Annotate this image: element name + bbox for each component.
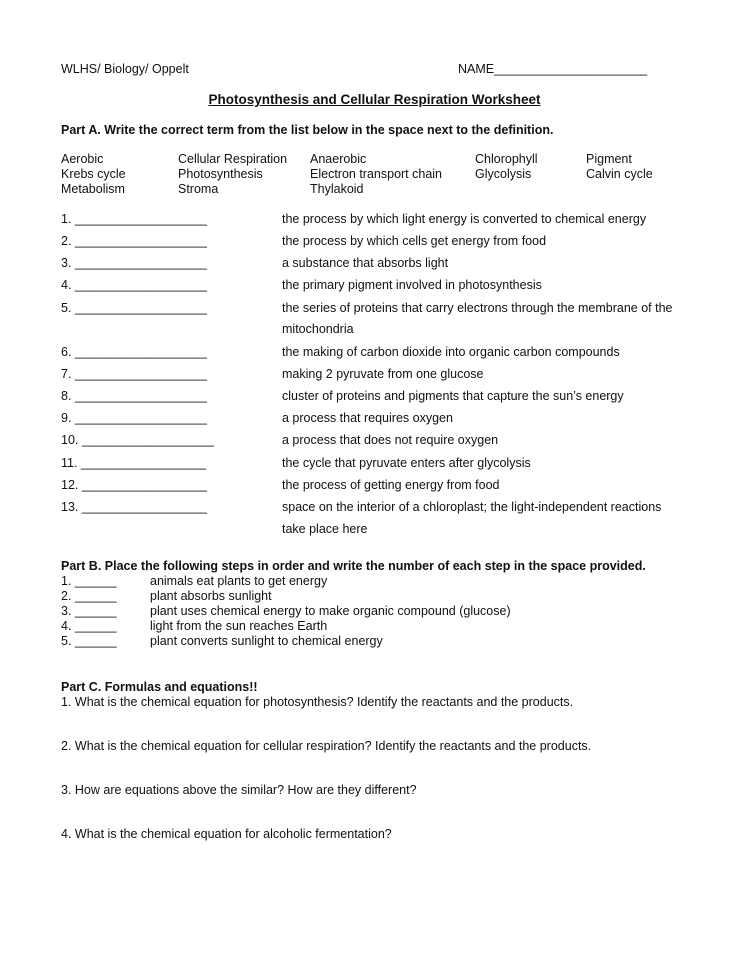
part-b-instruction: Part B. Place the following steps in order and write the number of each step in the space provided. [61, 559, 646, 573]
definition-text: a process that requires oxygen [282, 411, 453, 425]
definition-row [61, 500, 701, 544]
term: Krebs cycle [61, 167, 126, 181]
step-text: plant absorbs sunlight [150, 589, 272, 603]
answer-blank[interactable]: 11. __________________ [61, 456, 207, 470]
definition-row [61, 411, 701, 433]
definition-text: the series of proteins that carry electrons through the membrane of the [282, 301, 673, 315]
definition-text: the primary pigment involved in photosynthesis [282, 278, 542, 292]
definition-row [61, 367, 701, 389]
definition-text: the making of carbon dioxide into organic carbon compounds [282, 345, 620, 359]
term: Photosynthesis [178, 167, 263, 181]
definition-row [61, 345, 701, 367]
step-text: animals eat plants to get energy [150, 574, 328, 588]
step-blank[interactable]: 3. ______ [61, 604, 117, 618]
definition-text: a process that does not require oxygen [282, 433, 499, 447]
definition-text: the process by which cells get energy from food [282, 234, 547, 248]
definition-text: making 2 pyruvate from one glucose [282, 367, 484, 381]
question: 1. What is the chemical equation for photosynthesis? Identify the reactants and the products. [61, 695, 574, 709]
answer-blank[interactable]: 12. __________________ [61, 478, 207, 492]
step-blank[interactable]: 5. ______ [61, 634, 117, 648]
definition-row [61, 278, 701, 300]
answer-blank[interactable]: 9. ___________________ [61, 411, 207, 425]
definition-text: the process by which light energy is converted to chemical energy [282, 212, 647, 226]
definition-row [61, 212, 701, 234]
term: Aerobic [61, 152, 104, 166]
definition-row [61, 478, 701, 500]
term: Electron transport chain [310, 167, 443, 181]
answer-blank[interactable]: 5. ___________________ [61, 301, 207, 315]
answer-blank[interactable]: 4. ___________________ [61, 278, 207, 292]
step-text: light from the sun reaches Earth [150, 619, 328, 633]
term: Thylakoid [310, 182, 364, 196]
definition-text: space on the interior of a chloroplast; the light-independent reactions [282, 500, 662, 514]
definition-text: cluster of proteins and pigments that capture the sun’s energy [282, 389, 624, 403]
title-text: Photosynthesis and Cellular Respiration Worksheet [208, 92, 541, 107]
question: 2. What is the chemical equation for cellular respiration? Identify the reactants and the products. [61, 739, 592, 753]
definition-row [61, 301, 701, 345]
answer-blank[interactable]: 6. ___________________ [61, 345, 207, 359]
step-text: plant uses chemical energy to make organic compound (glucose) [150, 604, 511, 618]
answer-blank[interactable]: 13. __________________ [61, 500, 207, 514]
definition-text: the cycle that pyruvate enters after glycolysis [282, 456, 531, 470]
definition-text: a substance that absorbs light [282, 256, 449, 270]
definition-text-continued: take place here [282, 522, 368, 536]
definition-text: the process of getting energy from food [282, 478, 500, 492]
page-title [0, 92, 749, 107]
step-blank[interactable]: 2. ______ [61, 589, 117, 603]
answer-blank[interactable]: 2. ___________________ [61, 234, 207, 248]
answer-blank[interactable]: 7. ___________________ [61, 367, 207, 381]
definition-row [61, 433, 701, 455]
answer-blank[interactable]: 3. ___________________ [61, 256, 207, 270]
answer-blank[interactable]: 10. ___________________ [61, 433, 214, 447]
term: Glycolysis [475, 167, 532, 181]
definition-row [61, 456, 701, 478]
question: 4. What is the chemical equation for alcoholic fermentation? [61, 827, 392, 841]
course-label: WLHS/ Biology/ Oppelt [61, 62, 189, 76]
term: Cellular Respiration [178, 152, 288, 166]
definition-row [61, 389, 701, 411]
term: Pigment [586, 152, 632, 166]
term: Chlorophyll [475, 152, 538, 166]
step-text: plant converts sunlight to chemical energy [150, 634, 383, 648]
part-c-heading: Part C. Formulas and equations!! [61, 680, 258, 694]
step-blank[interactable]: 1. ______ [61, 574, 117, 588]
definition-text-continued: mitochondria [282, 322, 354, 336]
term: Metabolism [61, 182, 125, 196]
question: 3. How are equations above the similar? How are they different? [61, 783, 417, 797]
term: Anaerobic [310, 152, 367, 166]
definition-row [61, 256, 701, 278]
answer-blank[interactable]: 8. ___________________ [61, 389, 207, 403]
term: Stroma [178, 182, 219, 196]
answer-blank[interactable]: 1. ___________________ [61, 212, 207, 226]
definition-row [61, 234, 701, 256]
term: Calvin cycle [586, 167, 653, 181]
name-field: NAME______________________ [458, 62, 648, 76]
step-blank[interactable]: 4. ______ [61, 619, 117, 633]
part-a-instruction: Part A. Write the correct term from the list below in the space next to the definition. [61, 123, 554, 137]
